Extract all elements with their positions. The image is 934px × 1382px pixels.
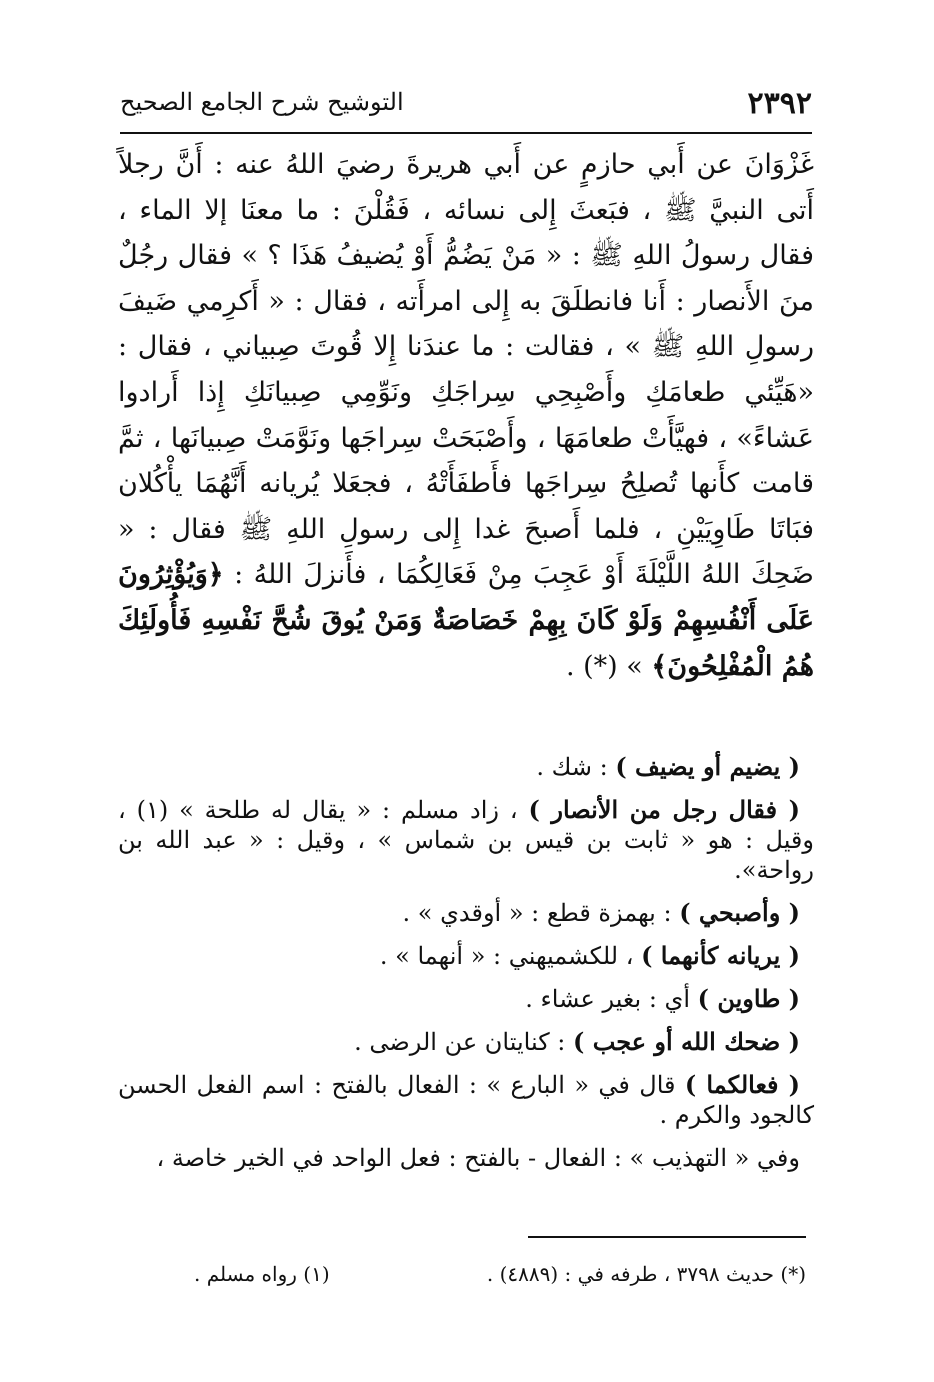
note-item [118, 984, 814, 1014]
quran-verse: ﴿وَيُؤْثِرُونَ عَلَى أَنْفُسِهِمْ وَلَوْ كَانَ بِهِمْ خَصَاصَةٌ وَمَنْ يُوقَ شُحَّ نَفْسِهِ فَأُولَئِكَ هُمُ الْمُفْلِحُونَ﴾ [118, 559, 814, 682]
note-text: ، زاد مسلم : « يقال له طلحة » (١) ، وقيل : هو « ثابت بن قيس بن شماس » ، وقيل : « عبد الله بن رواحة». [118, 796, 814, 884]
commentary-notes [118, 752, 814, 1186]
footnote-star: (*) حديث ٣٧٩٨ ، طرفه في : (٤٨٨٩) . [486, 1262, 806, 1286]
footnote-one: (١) رواه مسلم . [194, 1262, 330, 1286]
note-text: ، للكشميهني : « أنهما » . [379, 942, 642, 970]
note-term: ( يريانه كأنهما ) [641, 941, 800, 970]
note-text: قال في « البارع » : الفعال بالفتح : اسم الفعل الحسن كالجود والكرم . [118, 1071, 814, 1129]
note-text: وفي « التهذيب » : الفعال - بالفتح : فعل الواحد في الخير خاصة ، [156, 1144, 800, 1172]
note-term: ( ضحك الله أو عجب ) [572, 1027, 800, 1056]
note-item [118, 1143, 814, 1173]
note-term: ( فعالكما ) [684, 1070, 800, 1099]
note-term: ( وأصبحي ) [679, 898, 800, 927]
note-text: : شك . [536, 753, 616, 781]
note-text: : كنايتان عن الرضى . [354, 1028, 573, 1056]
hadith-text [118, 142, 814, 689]
footnote-rule [528, 1236, 806, 1238]
note-term: ( فقال رجل من الأنصار ) [528, 795, 800, 824]
note-text: : بهمزة قطع : « أوقدي » . [402, 899, 680, 927]
hadith-tail: » (*) . [565, 650, 643, 682]
note-item [118, 941, 814, 971]
note-term: ( يضيم أو يضيف ) [615, 752, 800, 781]
note-item [118, 752, 814, 782]
note-text: أي : بغير عشاء . [525, 985, 698, 1013]
note-item [118, 795, 814, 885]
header-rule [120, 132, 812, 134]
hadith-body: غَزْوَانَ عن أَبي حازمٍ عن أَبي هريرةَ رضيَ اللهُ عنه : أَنَّ رجلاً أَتى النبيَّ ﷺ ، فبَعثَ إِلى نسائه ، فَقُلْنَ : ما معنَا إلا الماء ، فقال رسولُ اللهِ ﷺ : « مَنْ يَضُمُّ أَوْ يُضيفُ هَذَا ؟ » فقال رجُلٌ منَ الأَنصار : أَنا فانطلَقَ به إِلى امرأَته ، فقال : « أَكرِمي ضَيفَ رسولِ اللهِ ﷺ » ، فقالت : ما عندَنا إِلا قُوتَ صِبياني ، فقال : «هَيِّئي طعامَكِ وأَصْبِحِي سِراجَكِ ونَوِّمِي صِبيانَكِ إِذا أَرادوا عَشاءً» ، فهيَّأَتْ طعامَهَا ، وأَصْبَحَتْ سِراجَها ونَوَّمَتْ صِبيانَها ، ثمَّ قامت كأَنها تُصلِحُ سِراجَها فأَطفَأَتْهُ ، فجعَلا يُريانه أَنَّهُمَا يأْكُلان فبَاتَا طَاوِيَيْنِ ، فلما أَصبحَ غدا إِلى رسولِ اللهِ ﷺ فقال : « ضَحِكَ اللهُ اللَّيْلَةَ أَوْ عَجِبَ مِنْ فَعَالِكُمَا ، فأَنزلَ اللهُ : [118, 149, 814, 591]
page-header [120, 86, 812, 126]
note-item [118, 1070, 814, 1130]
note-item [118, 898, 814, 928]
page-number: ٢٣٩٢ [747, 86, 812, 121]
footnotes [118, 1262, 806, 1292]
note-item [118, 1027, 814, 1057]
running-title: التوشيح شرح الجامع الصحيح [120, 88, 404, 116]
note-term: ( طاوين ) [697, 984, 800, 1013]
